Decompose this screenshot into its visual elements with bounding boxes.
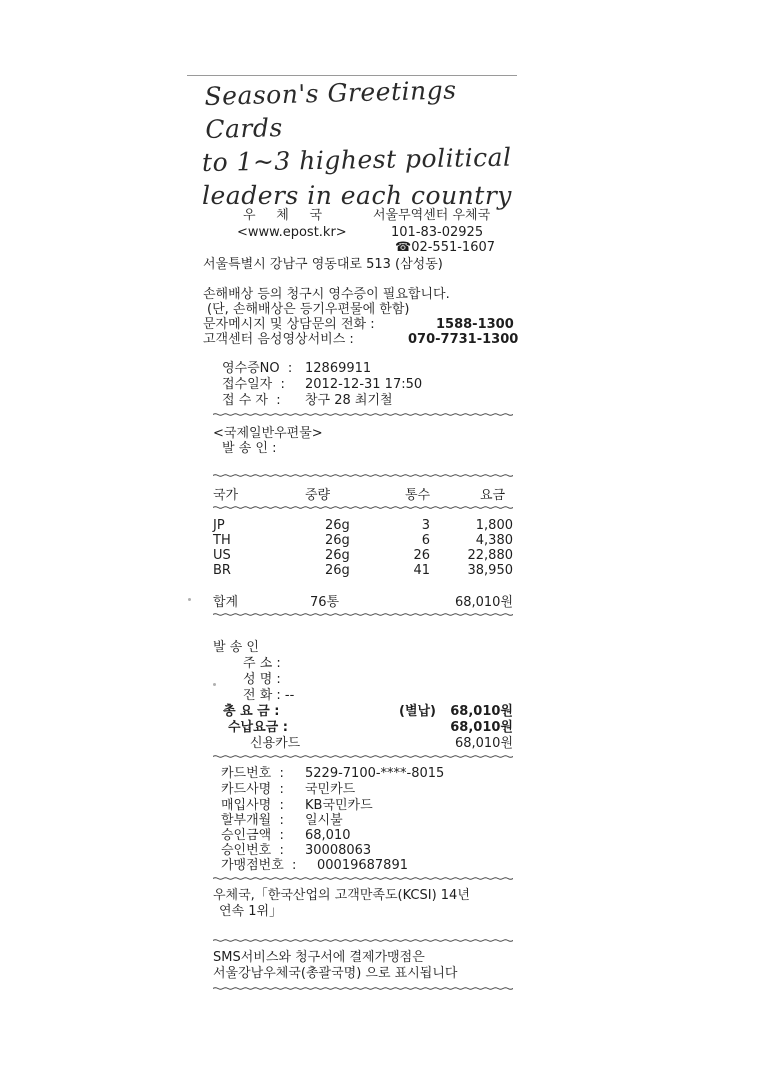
sms-line-1: SMS서비스와 청구서에 결제가맹점은: [213, 950, 425, 965]
card-row-value: 일시불: [305, 813, 343, 828]
receipt-date-value: 2012-12-31 17:50: [305, 377, 423, 392]
row-weight: 26g: [325, 563, 350, 578]
card-row-value: 국민카드: [305, 782, 356, 797]
sender-phone-label: 전 화 : --: [243, 688, 295, 703]
separator-wavy: [213, 413, 513, 416]
row-country: JP: [213, 518, 225, 533]
paid-fee-label: 수납요금 :: [228, 720, 288, 735]
total-fee-tag: (별납): [399, 704, 436, 719]
notice-line-3-value: 1588-1300: [436, 317, 514, 332]
table-header-weight: 중량: [305, 488, 331, 503]
table-header-fee: 요금: [480, 488, 506, 503]
website: <www.epost.kr>: [237, 225, 347, 240]
card-row-label: 매입사명 :: [221, 798, 284, 813]
sms-line-2: 서울강남우체국(총괄국명) 으로 표시됩니다: [213, 966, 458, 981]
credit-card-value: 68,010원: [454, 736, 513, 751]
business-number: 101-83-02925: [391, 225, 484, 240]
total-fee-value: 68,010원: [450, 704, 513, 719]
handwritten-line-2: to 1~3 highest political: [201, 142, 512, 177]
scan-speck: [213, 683, 216, 686]
scan-speck: [188, 598, 191, 601]
notice-line-4-label: 고객센터 음성영상서비스 :: [203, 332, 354, 347]
sender-label-top: 발 송 인 :: [222, 441, 277, 456]
row-country: TH: [213, 533, 231, 548]
handwritten-line-3: leaders in each country: [202, 181, 512, 210]
row-fee: 22,880: [467, 548, 513, 563]
receipt-date-label: 접수일자 :: [222, 377, 285, 392]
row-weight: 26g: [325, 518, 350, 533]
row-fee: 4,380: [475, 533, 513, 548]
card-row-value: 5229-7100-****-8015: [305, 766, 445, 781]
total-count: 76통: [310, 595, 340, 610]
row-count: 3: [421, 518, 430, 533]
branch-name: 서울무역센터 우체국: [373, 208, 491, 223]
total-fee-label: 총 요 금 :: [223, 704, 280, 719]
separator-wavy: [213, 755, 513, 758]
handwritten-note: [201, 75, 535, 212]
award-line-1: 우체국,「한국산업의 고객만족도(KCSI) 14년: [213, 888, 470, 903]
sender-address-label: 주 소 :: [243, 656, 281, 671]
row-weight: 26g: [325, 548, 350, 563]
sender-name-label: 성 명 :: [243, 672, 281, 687]
card-row-label: 가맹점번호 :: [221, 858, 297, 873]
credit-card-label: 신용카드: [250, 736, 301, 751]
receipt-clerk-label: 접 수 자 :: [222, 393, 281, 408]
row-fee: 1,800: [475, 518, 513, 533]
notice-line-3-label: 문자메시지 및 상담문의 전화 :: [203, 317, 375, 332]
sender-title: 발 송 인: [213, 640, 259, 655]
card-row-label: 승인금액 :: [221, 828, 284, 843]
card-row-value: KB국민카드: [305, 798, 373, 813]
card-row-value: 68,010: [305, 828, 351, 843]
total-label: 합계: [213, 595, 239, 610]
separator-wavy: [213, 877, 513, 880]
card-row-value: 30008063: [305, 843, 372, 858]
card-row-label: 카드번호 :: [221, 766, 284, 781]
phone-number: ☎02-551-1607: [395, 240, 496, 255]
row-count: 26: [413, 548, 430, 563]
separator-wavy: [213, 613, 513, 616]
table-header-count: 통수: [405, 488, 431, 503]
receipt-clerk-value: 창구 28 최기철: [305, 393, 393, 408]
row-count: 41: [413, 563, 430, 578]
office-address: 서울특별시 강남구 영동대로 513 (삼성동): [203, 257, 443, 272]
separator-wavy: [213, 939, 513, 942]
card-row-label: 승인번호 :: [221, 843, 284, 858]
card-row-label: 할부개월 :: [221, 813, 284, 828]
notice-line-1: 손해배상 등의 청구시 영수증이 필요합니다.: [203, 287, 450, 302]
receipt-no-label: 영수증NO :: [222, 361, 293, 376]
separator-wavy: [213, 474, 513, 477]
separator-wavy: [213, 506, 513, 509]
card-row-value: 00019687891: [317, 858, 408, 873]
receipt-no-value: 12869911: [305, 361, 372, 376]
row-country: US: [213, 548, 231, 563]
card-row-label: 카드사명 :: [221, 782, 284, 797]
paid-fee-value: 68,010원: [450, 720, 513, 735]
table-header-country: 국가: [213, 488, 239, 503]
notice-line-2: (단, 손해배상은 등기우편물에 한함): [207, 302, 410, 317]
mail-type: <국제일반우편물>: [213, 426, 323, 441]
notice-line-4-value: 070-7731-1300: [408, 332, 519, 347]
post-office-title: 우 체 국: [243, 208, 322, 223]
award-line-2: 연속 1위」: [219, 904, 283, 919]
total-amount: 68,010원: [454, 595, 513, 610]
row-weight: 26g: [325, 533, 350, 548]
row-fee: 38,950: [467, 563, 513, 578]
row-count: 6: [421, 533, 430, 548]
row-country: BR: [213, 563, 231, 578]
separator-wavy: [213, 987, 513, 990]
handwritten-line-1: Season's Greetings Cards: [204, 75, 457, 144]
